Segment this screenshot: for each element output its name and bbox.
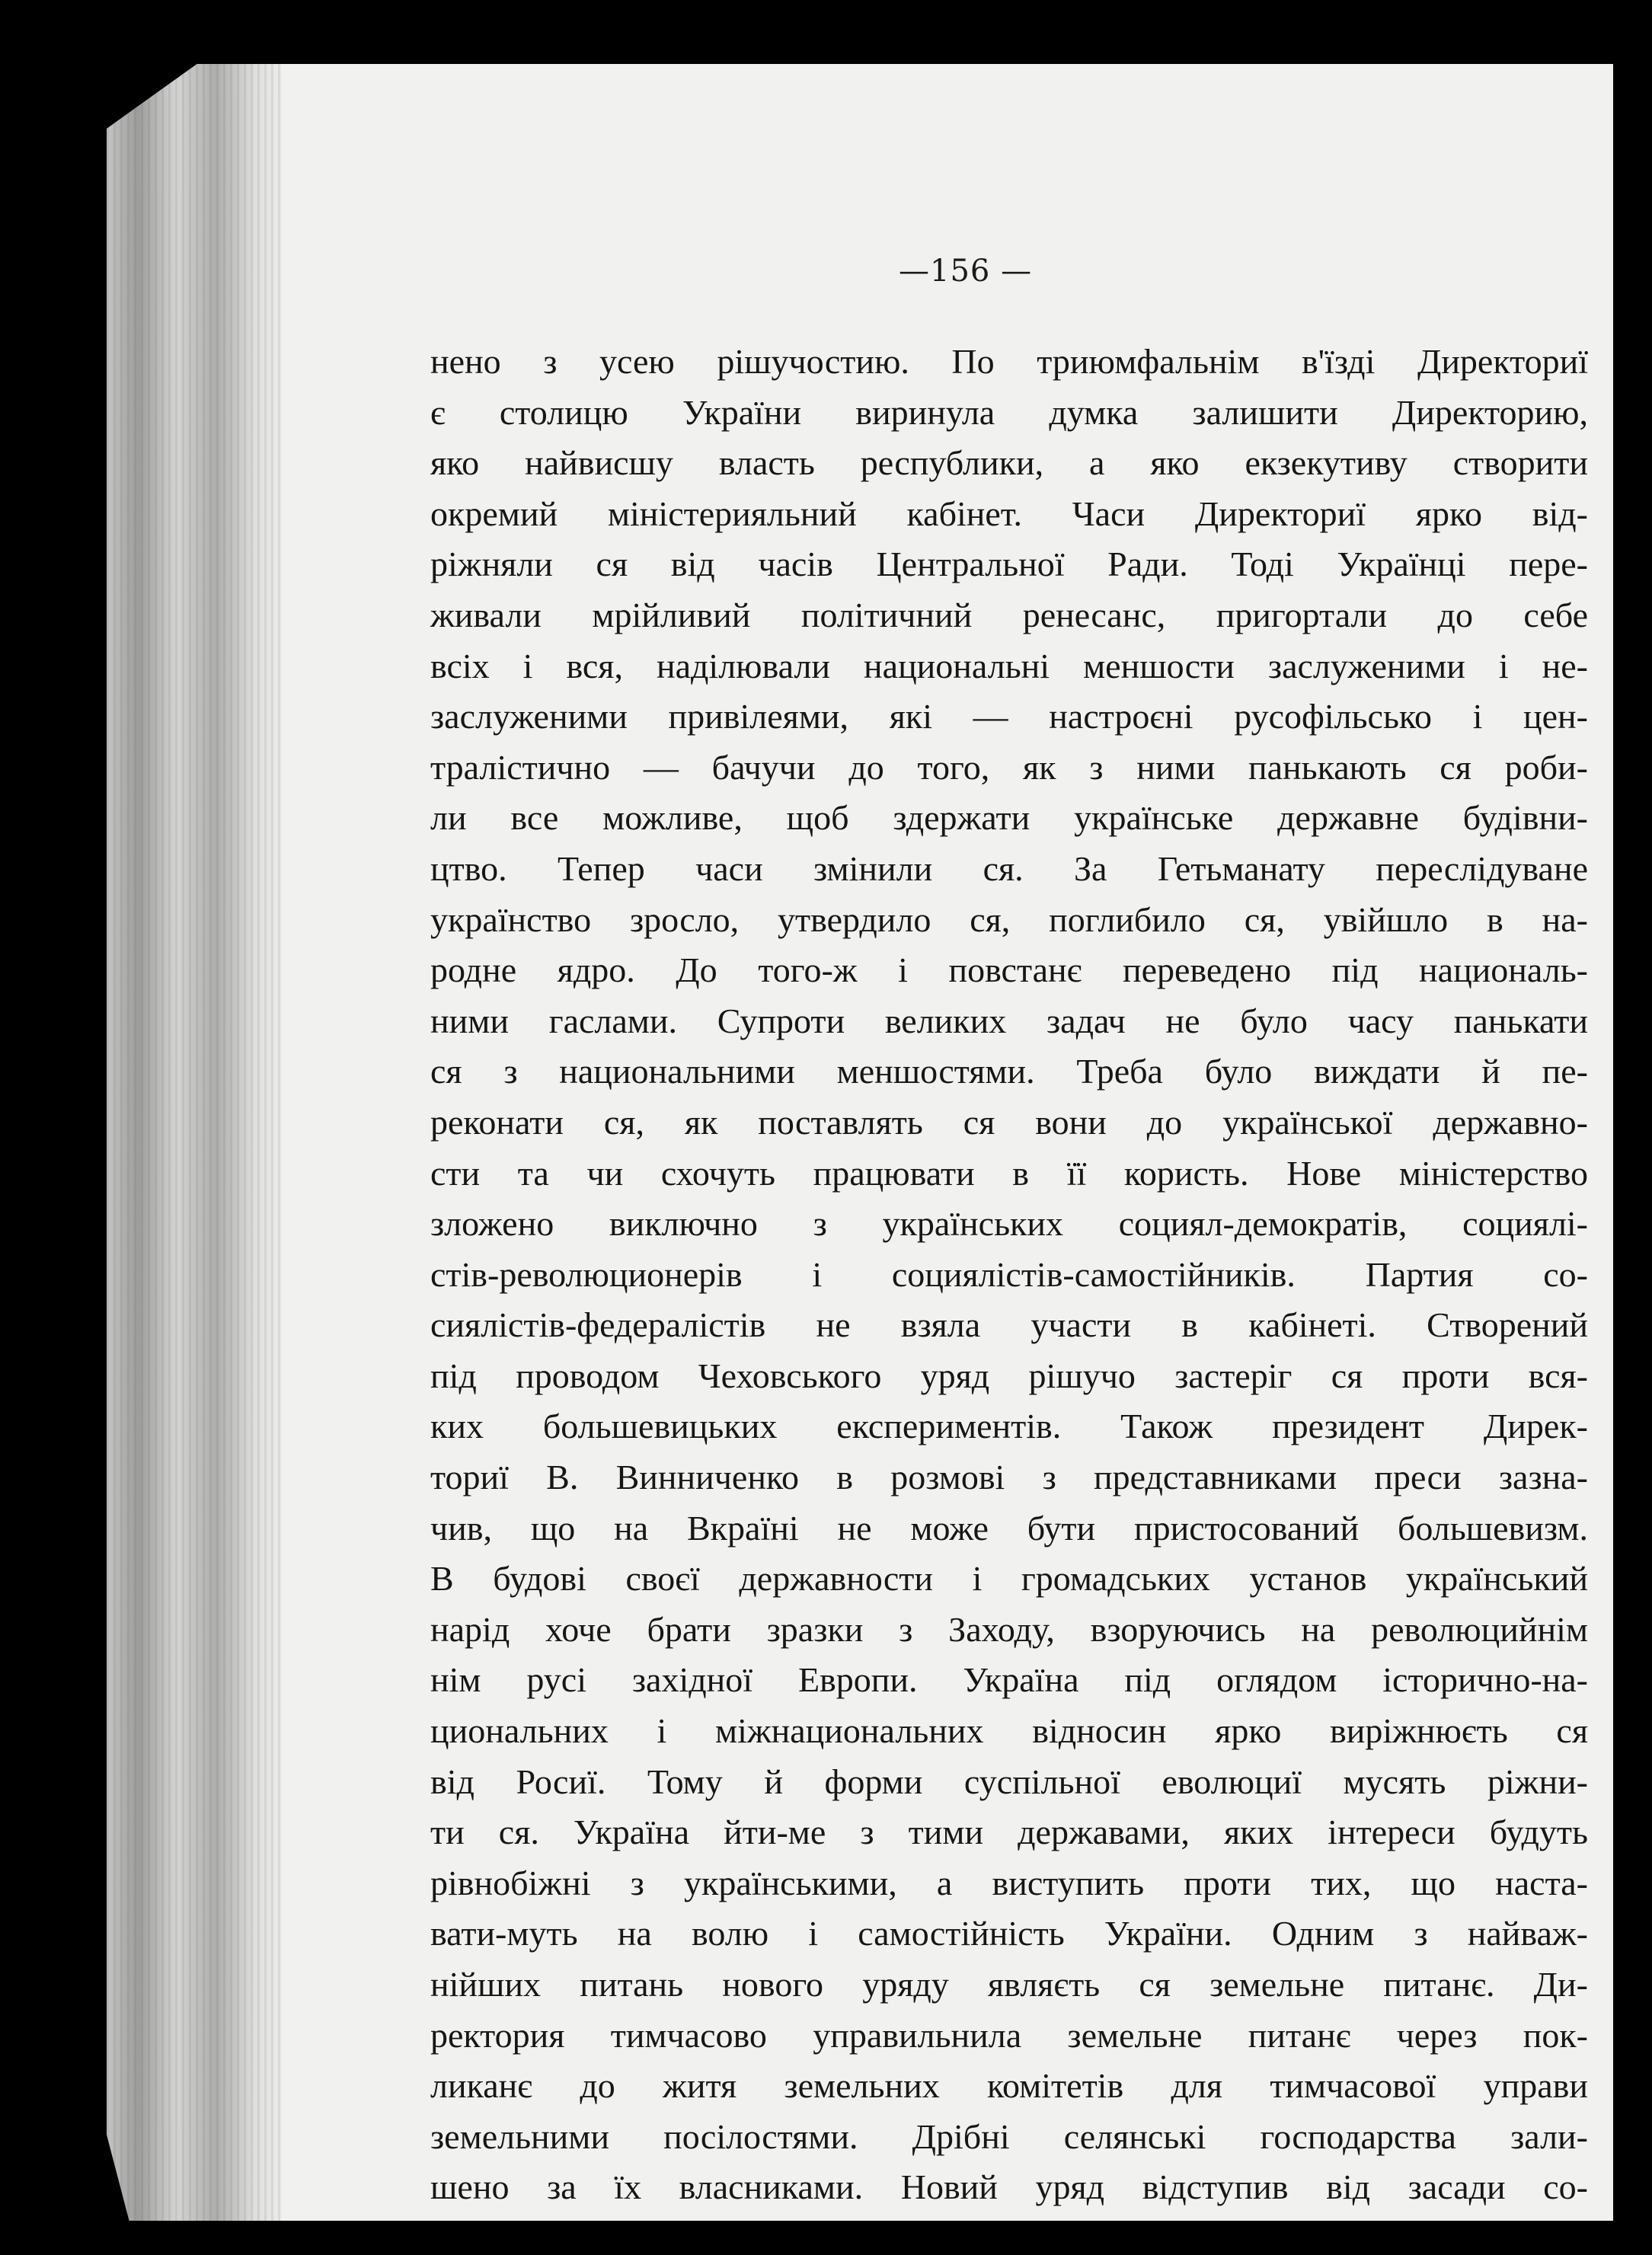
text-line: нійших питань нового уряду являєть ся земельне питанє. Ди- — [430, 1965, 1588, 2004]
text-line: окремий міністерияльний кабінет. Часи Директориї ярко від- — [430, 493, 1588, 533]
text-line: рівнобіжні з українськими, а виступить проти тих, що наста- — [430, 1863, 1588, 1902]
text-line: є столицю України виринула думка залишити Директорию, — [430, 392, 1588, 432]
text-line: всіх і вся, наділювали национальні меншости заслуженими і не- — [430, 646, 1588, 685]
text-line: ториї В. Винниченко в розмові з представниками преси зазна- — [430, 1458, 1588, 1497]
text-line: нарід хоче брати зразки з Заходу, взоруючись на революцийнім — [430, 1609, 1588, 1649]
text-line: українство зросло, утвердило ся, поглибило ся, увійшло в на- — [430, 899, 1588, 939]
text-line: ся з национальними меншостями. Треба було виждати й пе- — [430, 1052, 1588, 1091]
text-line: під проводом Чеховського уряд рішучо застеріг ся проти вся- — [430, 1356, 1588, 1395]
text-line: ли все можливе, щоб здержати українське державне будівни- — [430, 798, 1588, 838]
text-line: родне ядро. До того-ж і повстанє переведено під националь- — [430, 950, 1588, 990]
text-line: нім русі західної Европи. Україна під оглядом історично-на- — [430, 1660, 1588, 1700]
text-line: В будові своєї державности і громадських установ український — [430, 1559, 1588, 1599]
text-line: шено за їх власниками. Новий уряд відступив від засади со- — [430, 2167, 1588, 2207]
text-line: ких большевицьких експериментів. Також президент Дирек- — [430, 1407, 1588, 1446]
text-line: ликанє до житя земельних комітетів для тимчасової управи — [430, 2066, 1588, 2106]
text-line: ти ся. Україна йти-ме з тими державами, яких інтереси будуть — [430, 1813, 1588, 1852]
text-line: яко найвисшу власть республики, а яко екзекутиву створити — [430, 443, 1588, 483]
text-line: циональних і міжнациональних відносин ярко виріжнюєть ся — [430, 1711, 1588, 1751]
text-line: земельними посілостями. Дрібні селянські господарства зали- — [430, 2116, 1588, 2156]
text-line: нено з усею рішучостию. По триюмфальнім в'їзді Директориї — [430, 342, 1588, 381]
text-line: ріжняли ся від часів Центральної Ради. Тоді Українці пере- — [430, 545, 1588, 584]
text-line: ними гаслами. Супроти великих задач не було часу панькати — [430, 1001, 1588, 1040]
text-line: зложено виключно з українських социял-демократів, социялі- — [430, 1204, 1588, 1244]
body-text — [430, 337, 1588, 2213]
text-line: реконати ся, як поставлять ся вони до української державно- — [430, 1102, 1588, 1142]
text-line: живали мрійливий політичний ренесанс, пригортали до себе — [430, 595, 1588, 634]
text-line: цтво. Тепер часи змінили ся. За Гетьманату переслідуване — [430, 848, 1588, 888]
page-number: —156 — — [899, 254, 1033, 289]
text-line: стів-революционерів і социялістів-самостійників. Партия со- — [430, 1254, 1588, 1294]
text-line: вати-муть на волю і самостійність України. Одним з найваж- — [430, 1914, 1588, 1953]
text-line: заслуженими привілеями, які — настроєні русофільсько і цен- — [430, 697, 1588, 736]
text-line: сиялістів-федералістів не взяла участи в кабінеті. Створений — [430, 1305, 1588, 1345]
text-line: від Росиї. Тому й форми суспільної еволюциї мусять ріжни- — [430, 1762, 1588, 1801]
text-line: чив, що на Вкраїні не може бути пристосований большевизм. — [430, 1508, 1588, 1548]
page-gutter-shadow — [107, 64, 282, 2221]
text-line: ректория тимчасово управильнила земельне питанє через пок- — [430, 2015, 1588, 2055]
text-line: тралістично — бачучи до того, як з ними панькають ся роби- — [430, 747, 1588, 787]
text-line: сти та чи схочуть працювати в її користь. Нове міністерство — [430, 1153, 1588, 1193]
